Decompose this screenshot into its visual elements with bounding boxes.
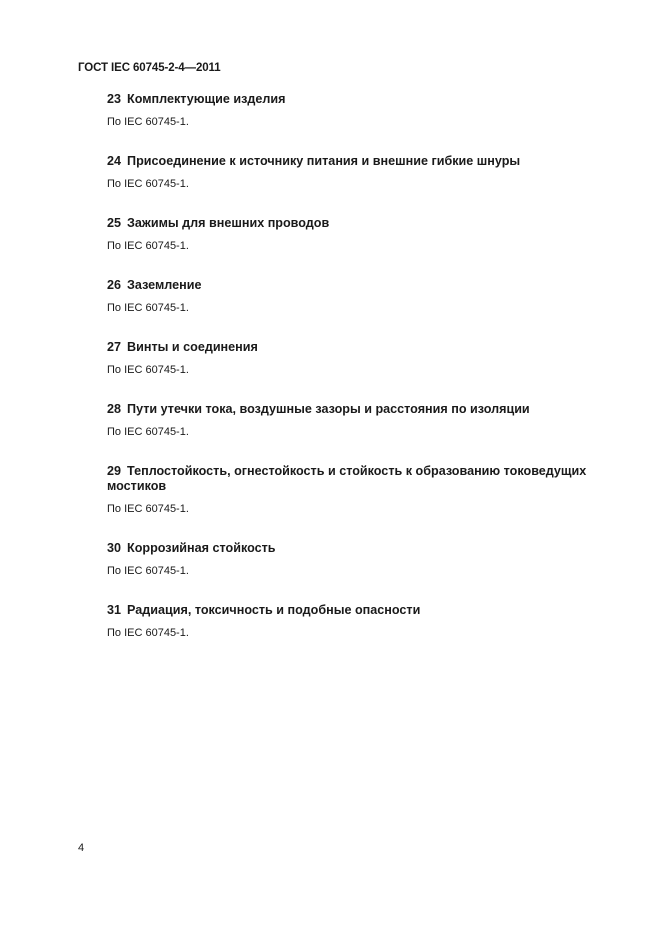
- section-title: Присоединение к источнику питания и внешние гибкие шнуры: [127, 154, 521, 168]
- section-heading: [107, 216, 622, 231]
- section-heading: [107, 278, 622, 293]
- section-heading: [107, 464, 622, 494]
- section-30: [107, 541, 622, 578]
- section-heading: [107, 340, 622, 355]
- section-26: [107, 278, 622, 315]
- section-title: Коррозийная стойкость: [127, 541, 276, 555]
- section-31: [107, 603, 622, 640]
- section-text: По IEC 60745-1.: [107, 364, 189, 376]
- section-number: 28: [107, 402, 122, 416]
- section-text: По IEC 60745-1.: [107, 178, 189, 190]
- section-text: По IEC 60745-1.: [107, 116, 189, 128]
- section-25: [107, 216, 622, 253]
- section-title: Заземление: [127, 278, 202, 292]
- section-number: 29: [107, 464, 122, 478]
- section-number: 27: [107, 340, 122, 354]
- section-number: 25: [107, 216, 122, 230]
- section-heading: [107, 154, 622, 169]
- section-number: 26: [107, 278, 122, 292]
- section-heading: [107, 541, 622, 556]
- section-27: [107, 340, 622, 377]
- section-23: [107, 92, 622, 129]
- section-text: По IEC 60745-1.: [107, 302, 189, 314]
- section-heading: [107, 603, 622, 618]
- section-title: Теплостойкость, огнестойкость и стойкость к образованию токоведущих мостиков: [107, 464, 587, 493]
- section-number: 24: [107, 154, 122, 168]
- section-heading: [107, 92, 622, 107]
- section-number: 23: [107, 92, 122, 106]
- section-heading: [107, 402, 622, 417]
- section-text: По IEC 60745-1.: [107, 565, 189, 577]
- section-24: [107, 154, 622, 191]
- section-title: Комплектующие изделия: [127, 92, 286, 106]
- section-text: По IEC 60745-1.: [107, 426, 189, 438]
- section-text: По IEC 60745-1.: [107, 627, 189, 639]
- section-text: По IEC 60745-1.: [107, 240, 189, 252]
- section-title: Винты и соединения: [127, 340, 258, 354]
- sections-list: [107, 92, 622, 665]
- section-title: Пути утечки тока, воздушные зазоры и расстояния по изоляции: [127, 402, 530, 416]
- section-text: По IEC 60745-1.: [107, 503, 189, 515]
- section-28: [107, 402, 622, 439]
- section-number: 31: [107, 603, 122, 617]
- section-title: Радиация, токсичность и подобные опасности: [127, 603, 421, 617]
- document-header: ГОСТ IEC 60745-2-4—2011: [78, 62, 221, 74]
- page-number: 4: [78, 842, 85, 854]
- section-number: 30: [107, 541, 122, 555]
- section-29: [107, 464, 622, 516]
- section-title: Зажимы для внешних проводов: [127, 216, 330, 230]
